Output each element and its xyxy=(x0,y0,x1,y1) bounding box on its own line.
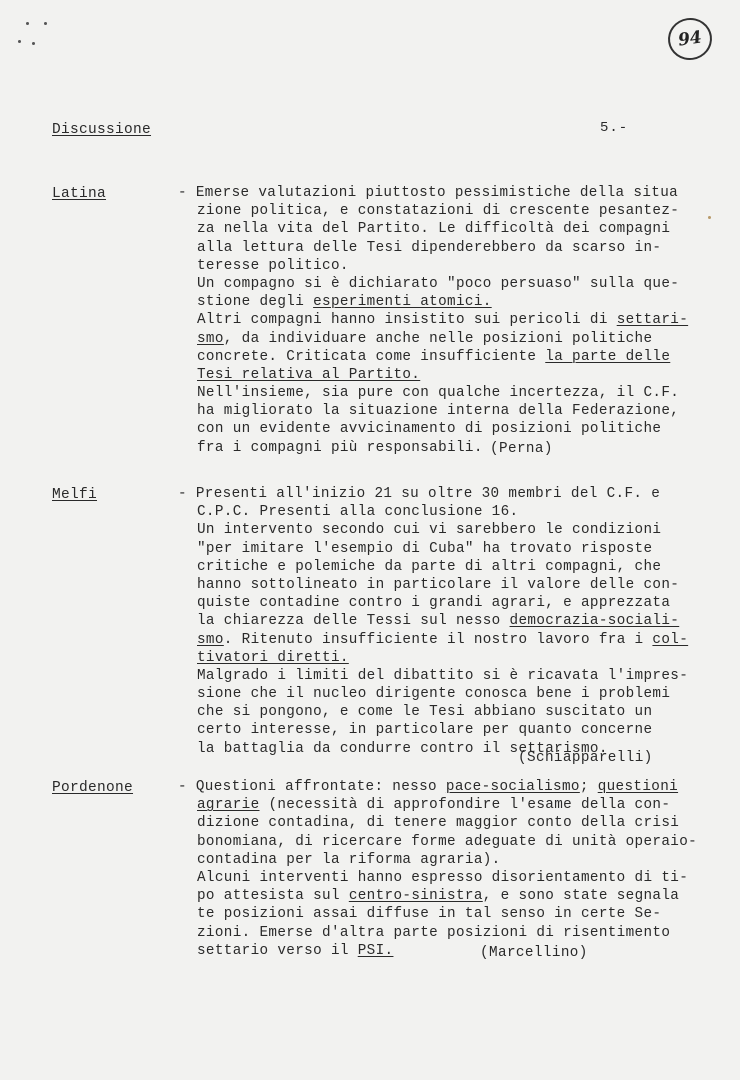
speck-mark xyxy=(44,22,47,25)
archive-page-stamp-number: 94 xyxy=(676,27,704,51)
text-line xyxy=(178,942,698,960)
text-run: Alcuni interventi hanno espresso disorientamento di ti- xyxy=(197,869,689,886)
text-run: za nella vita del Partito. Le difficoltà dei compagni xyxy=(197,221,671,238)
text-line xyxy=(178,184,698,202)
place-label-melfi: Melfi xyxy=(52,487,98,503)
text-run: te posizioni assai diffuse in tal senso in certe Se- xyxy=(197,906,662,923)
text-line xyxy=(178,311,698,329)
section-heading: Discussione xyxy=(52,122,152,138)
report-melfi xyxy=(178,485,698,758)
text-run: "per imitare l'esempio di Cuba" ha trovato risposte xyxy=(197,540,653,557)
text-run: - Presenti all'inizio 21 su oltre 30 membri del C.F. e xyxy=(178,486,661,502)
text-line xyxy=(178,905,698,923)
text-line xyxy=(178,612,698,630)
text-line xyxy=(178,384,698,402)
text-line xyxy=(178,521,698,539)
text-line xyxy=(178,869,698,887)
underlined-phrase: tivatori diretti. xyxy=(197,649,349,666)
text-line xyxy=(178,924,698,942)
speck-mark xyxy=(18,40,21,43)
text-line xyxy=(178,721,698,739)
text-line xyxy=(178,420,698,438)
text-run: concrete. Criticata come insufficiente xyxy=(197,348,546,365)
text-line xyxy=(178,558,698,576)
text-run: , e sono state segnala xyxy=(482,888,680,905)
place-label-latina: Latina xyxy=(52,186,107,202)
text-run: Malgrado i limiti del dibattito si è ricavata l'impres- xyxy=(197,667,689,684)
underlined-phrase: centro-sinistra xyxy=(348,888,483,905)
underlined-phrase: settari- xyxy=(616,312,689,329)
text-line xyxy=(178,402,698,420)
text-run: po attesista sul xyxy=(197,888,349,905)
text-run: teresse politico. xyxy=(197,257,349,274)
underlined-phrase: esperimenti atomici. xyxy=(313,294,492,311)
text-run: bonomiana, di ricercare forme adeguate di unità operaio- xyxy=(197,833,698,850)
text-run: Un intervento secondo cui vi sarebbero le condizioni xyxy=(197,522,662,539)
text-run: hanno sottolineato in particolare il valore delle con- xyxy=(197,576,680,593)
text-run: che si pongono, e come le Tesi abbiano suscitato un xyxy=(197,704,653,721)
text-run: (necessità di approfondire l'esame della con- xyxy=(259,797,671,814)
report-latina xyxy=(178,184,698,457)
text-run: fra i compagni più responsabili. xyxy=(197,439,483,456)
text-line xyxy=(178,851,698,869)
signature-melfi: (Schiapparelli) xyxy=(518,750,653,766)
signature-latina: (Perna) xyxy=(490,441,553,457)
text-run: - Questioni affrontate: nesso xyxy=(178,779,446,795)
text-line xyxy=(178,366,698,384)
report-pordenone xyxy=(178,778,698,960)
text-line xyxy=(178,833,698,851)
underlined-phrase: la parte delle xyxy=(545,348,671,365)
text-run: . Ritenuto insufficiente il nostro lavoro fra i xyxy=(223,631,653,648)
text-run: zione politica, e constatazioni di crescente pesantez- xyxy=(197,203,680,220)
text-run: contadina per la riforma agraria). xyxy=(197,851,501,868)
text-line xyxy=(178,257,698,275)
text-line xyxy=(178,887,698,905)
underlined-phrase: pace-socialismo xyxy=(445,779,580,795)
underlined-phrase: agrarie xyxy=(197,797,260,814)
text-line xyxy=(178,330,698,348)
text-run: zioni. Emerse d'altra parte posizioni di risentimento xyxy=(197,924,671,941)
text-line xyxy=(178,293,698,311)
text-run: Altri compagni hanno insistito sui pericoli di xyxy=(197,312,617,329)
underlined-phrase: smo xyxy=(197,330,224,347)
speck-mark xyxy=(26,22,29,25)
text-run: C.P.C. Presenti alla conclusione 16. xyxy=(197,504,519,521)
speck-mark xyxy=(708,216,711,219)
text-run: ha migliorato la situazione interna della Federazione, xyxy=(197,403,680,420)
text-line xyxy=(178,485,698,503)
text-run: settario verso il xyxy=(197,942,358,959)
text-run: la battaglia da condurre contro il settarismo. xyxy=(197,740,608,757)
text-run: certo interesse, in particolare per quanto concerne xyxy=(197,722,653,739)
underlined-phrase: questioni xyxy=(597,779,679,795)
place-label-pordenone: Pordenone xyxy=(52,780,134,796)
underlined-phrase: smo xyxy=(197,631,224,648)
underlined-phrase: democrazia-sociali- xyxy=(509,613,680,630)
text-run: alla lettura delle Tesi dipenderebbero da scarso in- xyxy=(197,239,662,256)
text-line xyxy=(178,202,698,220)
text-run: , da individuare anche nelle posizioni politiche xyxy=(223,330,653,347)
text-run: dizione contadina, di tenere maggior conto della crisi xyxy=(197,815,680,832)
archive-page-stamp xyxy=(665,15,714,63)
page-number: 5.- xyxy=(600,120,629,136)
underlined-phrase: col- xyxy=(652,631,689,648)
text-line xyxy=(178,778,698,796)
text-run: quiste contadine contro i grandi agrari, e apprezzata xyxy=(197,595,671,612)
text-line xyxy=(178,649,698,667)
signature-pordenone: (Marcellino) xyxy=(480,945,588,961)
text-line xyxy=(178,576,698,594)
text-run: Un compagno si è dichiarato "poco persuaso" sulla que- xyxy=(197,275,680,292)
speck-mark xyxy=(32,42,35,45)
text-run: - Emerse valutazioni piuttosto pessimistiche della situa xyxy=(178,185,679,201)
underlined-phrase: PSI. xyxy=(357,942,394,959)
text-line xyxy=(178,239,698,257)
text-line xyxy=(178,594,698,612)
text-line xyxy=(178,503,698,521)
text-run: con un evidente avvicinamento di posizioni politiche xyxy=(197,421,662,438)
text-line xyxy=(178,703,698,721)
text-run: la chiarezza delle Tessi sul nesso xyxy=(197,613,510,630)
text-line xyxy=(178,814,698,832)
text-line xyxy=(178,631,698,649)
text-run: sione che il nucleo dirigente conosca bene i problemi xyxy=(197,686,671,703)
text-line xyxy=(178,348,698,366)
text-run: ; xyxy=(579,779,598,795)
underlined-phrase: Tesi relativa al Partito. xyxy=(197,366,421,383)
text-run: critiche e polemiche da parte di altri compagni, che xyxy=(197,558,662,575)
text-line xyxy=(178,796,698,814)
text-line xyxy=(178,685,698,703)
text-line xyxy=(178,220,698,238)
text-run: stione degli xyxy=(197,294,314,311)
text-line xyxy=(178,667,698,685)
text-line xyxy=(178,275,698,293)
text-line xyxy=(178,439,698,457)
text-line xyxy=(178,540,698,558)
text-run: Nell'insieme, sia pure con qualche incertezza, il C.F. xyxy=(197,385,680,402)
